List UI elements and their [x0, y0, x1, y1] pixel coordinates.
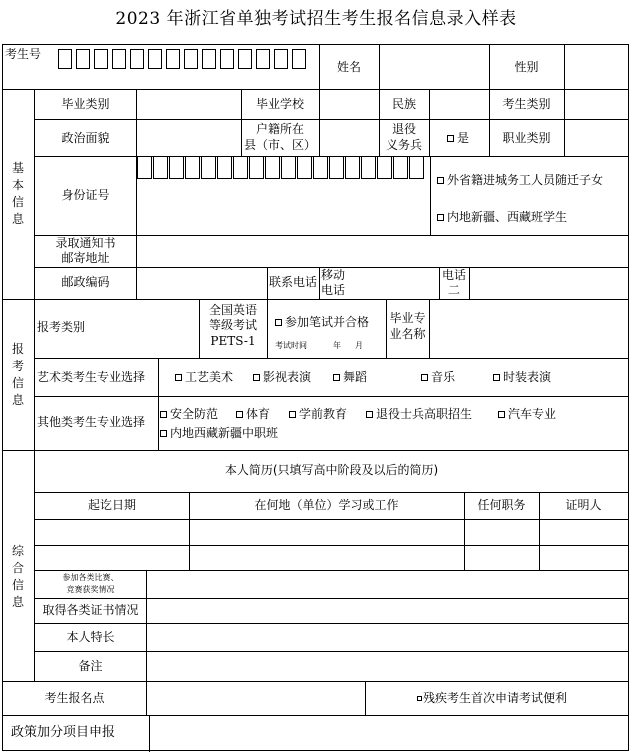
checkbox-icon: [333, 374, 340, 381]
exam-number-digit-box[interactable]: [274, 49, 288, 69]
exam-number-digit-box[interactable]: [94, 49, 108, 69]
id-number-digit-box[interactable]: [297, 156, 312, 179]
id-number-digit-box[interactable]: [185, 156, 200, 179]
id-number-digit-box[interactable]: [249, 156, 264, 179]
page-title: 2023 年浙江省单独考试招生考生报名信息录入样表: [115, 9, 517, 29]
checkbox-icon: [437, 177, 444, 184]
id-number-digit-box[interactable]: [233, 156, 248, 179]
political-status-label: 政治面貌: [61, 131, 110, 145]
exam-number-digit-box[interactable]: [184, 49, 198, 69]
form-table: [2, 44, 629, 751]
other-option-security[interactable]: 安全防范: [160, 407, 218, 422]
checkbox-icon: [447, 135, 454, 142]
mobile-label-line2: 电话: [321, 283, 346, 297]
xinjiang-tibet-option[interactable]: 内地新疆、西藏班学生: [437, 210, 567, 225]
grad-type-label: 毕业类别: [61, 97, 110, 111]
policy-bonus-label: 政策加分项目申报: [11, 725, 116, 740]
vocational-type-label: 职业类别: [502, 131, 551, 145]
exam-number-digit-box[interactable]: [166, 49, 180, 69]
pets-label-line1: 全国英语: [208, 303, 257, 317]
checkbox-icon: [437, 214, 444, 221]
mail-address-label-line2: 邮寄地址: [61, 251, 110, 265]
id-number-digit-box[interactable]: [393, 156, 408, 179]
id-number-digit-box[interactable]: [361, 156, 376, 179]
pets-year-label: 年: [333, 341, 341, 350]
postcode-label: 邮政编码: [61, 275, 110, 289]
checkbox-icon: [421, 374, 428, 381]
hukou-label-line2: 县（市、区）: [243, 138, 316, 152]
art-option-music[interactable]: 音乐: [421, 370, 455, 385]
checkbox-icon: [498, 411, 505, 418]
other-option-preschool[interactable]: 学前教育: [289, 407, 347, 422]
gender-label: 性别: [514, 60, 539, 74]
id-number-digit-box[interactable]: [217, 156, 232, 179]
remarks-label: 备注: [78, 659, 103, 673]
other-major-label: 其他类考生专业选择: [37, 415, 146, 429]
contact-phone-label: 联系电话: [268, 275, 317, 289]
art-major-label: 艺术类考生专业选择: [37, 370, 146, 384]
exam-number-digit-box[interactable]: [202, 49, 216, 69]
checkbox-icon: [289, 411, 296, 418]
other-option-sports[interactable]: 体育: [236, 407, 270, 422]
name-label: 姓名: [336, 60, 361, 74]
exam-number-digit-box[interactable]: [76, 49, 90, 69]
id-number-digit-box[interactable]: [169, 156, 184, 179]
checkbox-icon: [417, 696, 422, 701]
id-number-digit-box[interactable]: [201, 156, 216, 179]
migrant-child-option[interactable]: 外省籍进城务工人员随迁子女: [437, 173, 603, 188]
overall-info-section-label: 综合信息: [11, 544, 24, 609]
id-number-digit-box[interactable]: [313, 156, 328, 179]
id-number-digit-box[interactable]: [345, 156, 360, 179]
veteran-label-line2: 义务兵: [385, 138, 422, 152]
pets-month-label: 月: [355, 341, 363, 350]
grad-school-label: 毕业学校: [255, 97, 304, 111]
exam-type-label: 报考类别: [37, 320, 86, 334]
exam-number-label: 考生号: [5, 47, 42, 61]
candidate-type-label: 考生类别: [502, 97, 551, 111]
pets-time-label: 考试时间: [275, 341, 307, 350]
phone2-label-line1: 电话: [441, 268, 466, 282]
apply-info-section-label: 报考信息: [11, 342, 24, 407]
exam-number-digit-box[interactable]: [148, 49, 162, 69]
id-number-digit-box[interactable]: [265, 156, 280, 179]
id-number-digit-box[interactable]: [153, 156, 168, 179]
other-option-auto[interactable]: 汽车专业: [498, 407, 556, 422]
grad-major-label-line2: 业名称: [389, 327, 426, 341]
checkbox-icon: [275, 319, 282, 326]
other-option-veteran-college[interactable]: 退役士兵高职招生: [366, 407, 472, 422]
exam-number-digit-box[interactable]: [220, 49, 234, 69]
resume-col-position: 任何职务: [477, 498, 526, 512]
basic-info-section-label: 基本信息: [11, 161, 24, 226]
pets-label-line3: PETS-1: [210, 334, 256, 348]
pets-label-line2: 等级考试: [208, 318, 257, 332]
certificates-label: 取得各类证书情况: [42, 603, 139, 617]
checkbox-icon: [160, 411, 167, 418]
checkbox-icon: [160, 430, 167, 437]
resume-col-dates: 起讫日期: [87, 498, 136, 512]
exam-number-digit-box[interactable]: [256, 49, 270, 69]
grad-major-label-line1: 毕业专: [389, 311, 426, 325]
exam-number-digit-box[interactable]: [112, 49, 126, 69]
disabled-accommodation-option[interactable]: 残疾考生首次申请考试便利: [417, 691, 567, 706]
apply-site-label: 考生报名点: [44, 691, 105, 705]
mobile-label-line1: 移动: [321, 268, 346, 282]
resume-col-witness: 证明人: [565, 498, 602, 512]
id-number-digit-box[interactable]: [137, 156, 152, 179]
id-number-label: 身份证号: [61, 188, 110, 202]
id-number-digit-box[interactable]: [281, 156, 296, 179]
other-option-tibet-xinjiang[interactable]: 内地西藏新疆中职班: [160, 426, 278, 441]
contest-label-line2: 竞赛获奖情况: [66, 585, 115, 594]
checkbox-icon: [493, 374, 500, 381]
id-number-digit-box[interactable]: [377, 156, 392, 179]
checkbox-icon: [175, 374, 182, 381]
id-number-digit-box[interactable]: [329, 156, 344, 179]
art-option-fashion[interactable]: 时装表演: [493, 370, 551, 385]
veteran-label-line1: 退役: [391, 122, 416, 136]
phone2-label-line2: 二: [447, 283, 460, 297]
exam-number-digit-box[interactable]: [58, 49, 72, 69]
exam-number-digit-box[interactable]: [292, 49, 306, 69]
checkbox-icon: [366, 411, 373, 418]
resume-title: 本人简历(只填写高中阶段及以后的简历): [224, 463, 439, 477]
art-option-crafts[interactable]: 工艺美术: [175, 370, 233, 385]
pets-pass-option[interactable]: 参加笔试并合格: [275, 315, 369, 330]
specialty-label: 本人特长: [66, 630, 115, 644]
art-option-dance[interactable]: 舞蹈: [333, 370, 367, 385]
art-option-film-acting[interactable]: 影视表演: [253, 370, 311, 385]
exam-number-digit-box[interactable]: [130, 49, 144, 69]
checkbox-icon: [236, 411, 243, 418]
exam-number-digit-box[interactable]: [238, 49, 252, 69]
contest-label-line1: 参加各类比赛、: [62, 573, 119, 582]
mail-address-label-line1: 录取通知书: [55, 236, 116, 250]
id-number-digit-box[interactable]: [409, 156, 424, 179]
veteran-yes-checkbox[interactable]: 是: [447, 131, 469, 146]
resume-col-place: 在何地（单位）学习或工作: [254, 498, 399, 512]
ethnicity-label: 民族: [391, 97, 416, 111]
hukou-label-line1: 户籍所在: [255, 122, 304, 136]
checkbox-icon: [253, 374, 260, 381]
